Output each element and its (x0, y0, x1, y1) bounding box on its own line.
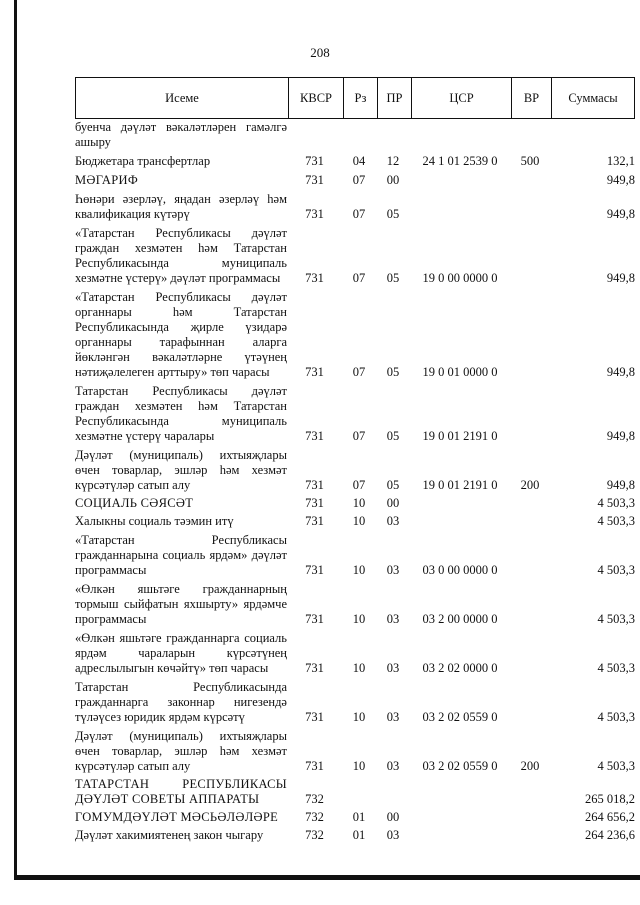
row-csr: 19 0 00 0000 0 (422, 271, 498, 285)
row-csr: 19 0 01 0000 0 (422, 365, 498, 379)
row-name: Бюджетара трансфертлар (75, 154, 211, 168)
table-row (75, 810, 635, 825)
row-csr: 03 2 02 0000 0 (422, 661, 498, 675)
row-rz: 01 (352, 810, 366, 824)
row-pr: 03 (386, 612, 400, 626)
row-sum: 4 503,3 (597, 563, 635, 577)
header-name: Исеме (165, 91, 199, 105)
row-vr: 200 (520, 478, 540, 492)
row-sum: 949,8 (606, 365, 635, 379)
row-sum: 4 503,3 (597, 759, 635, 773)
row-name: Дәүләт (муниципаль) ихтыяҗлары өчен товарлар, эшләр һәм хезмәт күрсәтүләр сатып алу (75, 448, 287, 492)
row-name: «Татарстан Республикасы дәүләт органнары һәм Татарстан Республикасында җирле үзидарә органнары тарафыннан аларга йөкләнгән вәкаләтләрне үтәүнең нәтиҗәлелеген арттыру» төп чарасы (75, 290, 287, 379)
table-row (75, 533, 635, 578)
table-row (75, 828, 635, 843)
row-pr: 05 (386, 271, 400, 285)
row-kvsr: 731 (305, 710, 324, 724)
row-kvsr: 731 (305, 173, 324, 187)
row-rz: 04 (352, 154, 366, 168)
row-kvsr: 731 (305, 496, 324, 510)
row-pr: 00 (386, 173, 400, 187)
row-kvsr: 731 (305, 365, 324, 379)
row-sum: 949,8 (606, 271, 635, 285)
header-csr: ЦСР (411, 78, 511, 118)
row-kvsr: 731 (305, 207, 324, 221)
table-row (75, 173, 635, 188)
row-vr: 500 (520, 154, 540, 168)
row-name: «Татарстан Республикасы дәүләт граждан хезмәтен һәм Татарстан Республикасында муниципаль хезмәтне үстерү» дәүләт программасы (75, 226, 287, 285)
row-kvsr: 731 (305, 514, 324, 528)
row-name: буенча дәүләт вәкаләтләрен гамәлгә ашыру (75, 120, 287, 149)
row-pr: 03 (386, 710, 400, 724)
row-rz: 10 (352, 710, 366, 724)
row-sum: 4 503,3 (597, 661, 635, 675)
row-kvsr: 731 (305, 759, 324, 773)
row-name: «Өлкән яшьтәге гражданнарга социаль ярдәм чараларын күрсәтүнең адреслылыгын көчәйтү» төп чарасы (75, 631, 287, 675)
row-rz: 07 (352, 173, 366, 187)
table-row (75, 582, 635, 627)
table-row (75, 448, 635, 493)
row-sum: 949,8 (606, 207, 635, 221)
table-row (75, 120, 635, 150)
row-kvsr: 731 (305, 154, 324, 168)
row-sum: 4 503,3 (597, 612, 635, 626)
row-pr: 03 (386, 828, 400, 842)
row-name: «Өлкән яшьтәге гражданнарның тормыш сыйфатын яхшырту» ярдәмче программасы (75, 582, 287, 626)
table-row (75, 384, 635, 444)
row-name: СОЦИАЛЬ СӘЯСӘТ (75, 496, 194, 510)
row-name: «Татарстан Республикасы гражданнарына социаль ярдәм» дәүләт программасы (75, 533, 287, 577)
row-rz: 07 (352, 207, 366, 221)
row-pr: 03 (386, 661, 400, 675)
row-rz: 10 (352, 496, 366, 510)
row-kvsr: 731 (305, 271, 324, 285)
row-name: ТАТАРСТАН РЕСПУБЛИКАСЫ ДӘҮЛӘТ СОВЕТЫ АППАРАТЫ (75, 777, 287, 806)
table-row (75, 192, 635, 222)
row-rz: 07 (352, 429, 366, 443)
row-name: ГОМУМДӘҮЛӘТ МӘСЬӘЛӘЛӘРЕ (75, 810, 279, 824)
row-rz: 10 (352, 759, 366, 773)
row-csr: 19 0 01 2191 0 (422, 478, 498, 492)
row-pr: 00 (386, 810, 400, 824)
row-pr: 03 (386, 514, 400, 528)
page-number: 208 (310, 45, 330, 60)
row-csr: 03 0 00 0000 0 (422, 563, 498, 577)
row-kvsr: 731 (305, 612, 324, 626)
row-rz: 10 (352, 563, 366, 577)
row-name: Татарстан Республикасында гражданнарга законнар нигезендә түләүсез юридик ярдәм күрсәтү (75, 680, 287, 724)
row-pr: 03 (386, 759, 400, 773)
header-kvsr: КВСР (288, 78, 343, 118)
row-pr: 05 (386, 478, 400, 492)
row-rz: 07 (352, 365, 366, 379)
row-name: МӘГАРИФ (75, 173, 138, 187)
table-row (75, 680, 635, 725)
row-sum: 264 236,6 (585, 828, 635, 842)
row-rz: 10 (352, 612, 366, 626)
row-sum: 132,1 (606, 154, 635, 168)
row-rz: 10 (352, 661, 366, 675)
row-kvsr: 731 (305, 661, 324, 675)
row-csr: 19 0 01 2191 0 (422, 429, 498, 443)
bottom-border-rule (14, 875, 640, 880)
table-header (75, 77, 635, 119)
row-csr: 03 2 02 0559 0 (422, 710, 498, 724)
table-row (75, 514, 635, 529)
row-rz: 07 (352, 271, 366, 285)
row-pr: 03 (386, 563, 400, 577)
table-row (75, 226, 635, 286)
row-rz: 10 (352, 514, 366, 528)
row-name: Дәүләт хакимиятенең закон чыгару (75, 828, 264, 842)
row-csr: 24 1 01 2539 0 (422, 154, 498, 168)
row-kvsr: 731 (305, 429, 324, 443)
row-sum: 949,8 (606, 429, 635, 443)
table-body (75, 118, 635, 843)
row-sum: 264 656,2 (585, 810, 635, 824)
table-row (75, 777, 635, 807)
table-row (75, 729, 635, 774)
row-rz: 07 (352, 478, 366, 492)
header-rz: Рз (343, 78, 377, 118)
row-kvsr: 732 (305, 792, 324, 806)
row-rz: 01 (352, 828, 366, 842)
row-csr: 03 2 02 0559 0 (422, 759, 498, 773)
header-pr: ПР (377, 78, 411, 118)
row-name: Татарстан Республикасы дәүләт граждан хезмәтен һәм Татарстан Республикасында муниципаль хезмәтне үстерү чаралары (75, 384, 287, 443)
row-sum: 4 503,3 (597, 710, 635, 724)
row-name: Халыкны социаль тәэмин итү (75, 514, 234, 528)
row-sum: 949,8 (606, 478, 635, 492)
row-kvsr: 731 (305, 563, 324, 577)
row-name: Дәүләт (муниципаль) ихтыяҗлары өчен товарлар, эшләр һәм хезмәт күрсәтүләр сатып алу (75, 729, 287, 773)
row-pr: 05 (386, 207, 400, 221)
row-sum: 949,8 (606, 173, 635, 187)
row-vr: 200 (520, 759, 540, 773)
table-row (75, 631, 635, 676)
row-pr: 00 (386, 496, 400, 510)
row-kvsr: 732 (305, 828, 324, 842)
row-sum: 4 503,3 (597, 496, 635, 510)
table-row (75, 154, 635, 169)
row-kvsr: 731 (305, 478, 324, 492)
row-pr: 05 (386, 429, 400, 443)
row-csr: 03 2 00 0000 0 (422, 612, 498, 626)
row-sum: 265 018,2 (585, 792, 635, 806)
row-sum: 4 503,3 (597, 514, 635, 528)
row-kvsr: 732 (305, 810, 324, 824)
row-pr: 05 (386, 365, 400, 379)
row-pr: 12 (386, 154, 400, 168)
left-border-rule (14, 0, 17, 878)
header-vr: ВР (511, 78, 551, 118)
header-sum: Суммасы (551, 78, 634, 118)
table-row (75, 290, 635, 380)
table-row (75, 496, 635, 511)
row-name: Һөнәри әзерләү, яңадан әзерләү һәм квалификация күтәрү (75, 192, 287, 221)
